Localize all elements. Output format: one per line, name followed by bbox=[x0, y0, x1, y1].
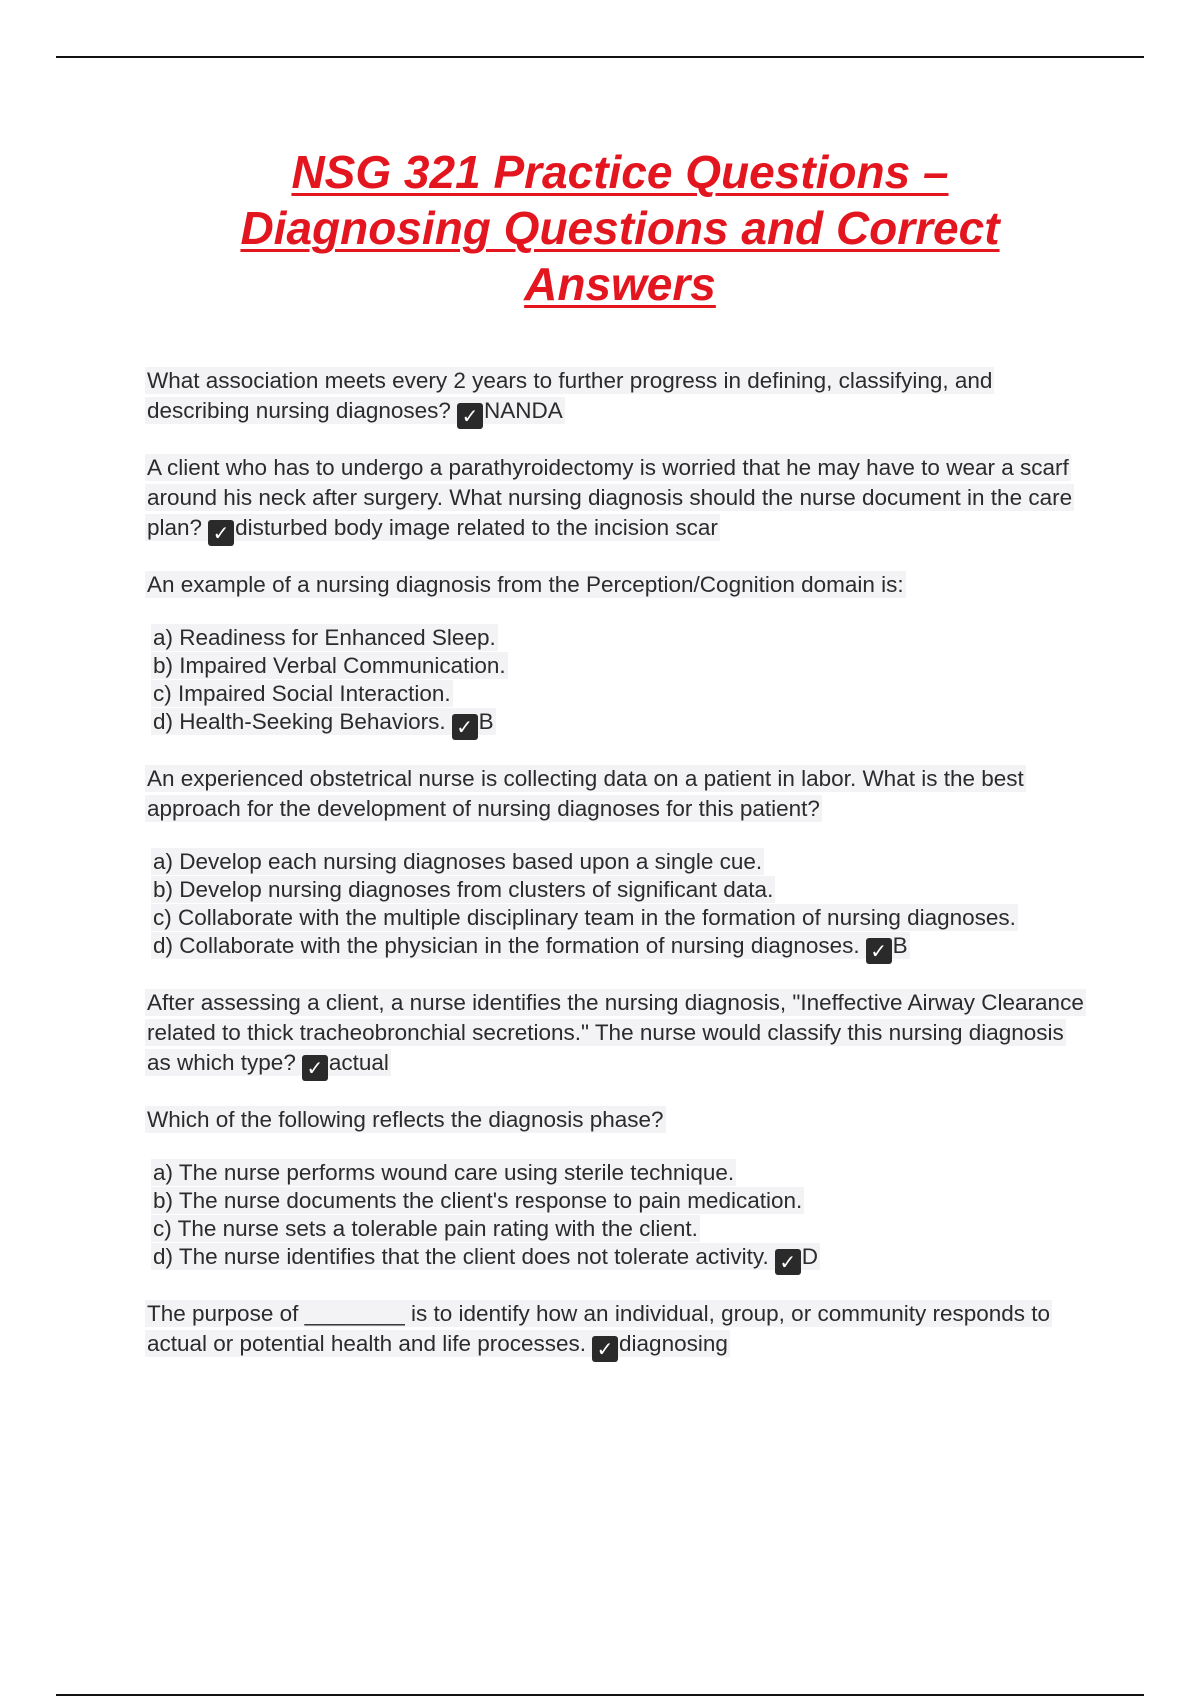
checkmark-icon: ✓ bbox=[866, 938, 892, 964]
option: c) The nurse sets a tolerable pain rating with the client. bbox=[153, 1216, 698, 1241]
question-6 bbox=[145, 1105, 1085, 1135]
question-5-stem: After assessing a client, a nurse identifies the nursing diagnosis, "Ineffective Airway Clearance related to thick tracheobronchial secretions." The nurse would classify this nursing diagnosis as which type? bbox=[147, 990, 1084, 1075]
option: b) The nurse documents the client's response to pain medication. bbox=[153, 1188, 803, 1213]
question-1 bbox=[145, 366, 1085, 429]
option: d) Collaborate with the physician in the formation of nursing diagnoses. bbox=[153, 933, 860, 958]
question-2 bbox=[145, 453, 1085, 546]
question-6-options bbox=[151, 1159, 1085, 1275]
checkmark-icon: ✓ bbox=[775, 1249, 801, 1275]
checkmark-icon: ✓ bbox=[592, 1336, 618, 1362]
question-5-answer: actual bbox=[328, 1050, 389, 1075]
question-6-answer: D bbox=[801, 1244, 819, 1269]
option: c) Collaborate with the multiple disciplinary team in the formation of nursing diagnoses. bbox=[153, 905, 1016, 930]
question-4 bbox=[145, 764, 1085, 824]
question-list bbox=[145, 366, 1085, 1386]
top-rule bbox=[56, 56, 1144, 58]
option: a) Develop each nursing diagnoses based upon a single cue. bbox=[153, 849, 763, 874]
option: b) Impaired Verbal Communication. bbox=[153, 653, 506, 678]
question-2-answer: disturbed body image related to the incision scar bbox=[235, 515, 718, 540]
checkmark-icon: ✓ bbox=[302, 1055, 328, 1081]
option: b) Develop nursing diagnoses from clusters of significant data. bbox=[153, 877, 774, 902]
question-3-stem: An example of a nursing diagnosis from the Perception/Cognition domain is: bbox=[147, 572, 904, 597]
question-4-answer: B bbox=[892, 933, 908, 958]
question-3 bbox=[145, 570, 1085, 600]
option: a) Readiness for Enhanced Sleep. bbox=[153, 625, 496, 650]
title-line-3: Answers bbox=[524, 258, 716, 310]
question-3-answer: B bbox=[478, 709, 494, 734]
title-line-1: NSG 321 Practice Questions – bbox=[291, 146, 949, 198]
question-3-options bbox=[151, 624, 1085, 740]
option: c) Impaired Social Interaction. bbox=[153, 681, 451, 706]
question-2-stem: A client who has to undergo a parathyroidectomy is worried that he may have to wear a scarf around his neck after surgery. What nursing diagnosis should the nurse document in the care plan? bbox=[147, 455, 1073, 540]
question-4-options bbox=[151, 848, 1085, 964]
question-6-stem: Which of the following reflects the diagnosis phase? bbox=[147, 1107, 664, 1132]
title-line-2: Diagnosing Questions and Correct bbox=[240, 202, 1000, 254]
checkmark-icon: ✓ bbox=[208, 520, 234, 546]
question-5 bbox=[145, 988, 1085, 1081]
document-title bbox=[150, 144, 1090, 312]
question-7-answer: diagnosing bbox=[619, 1331, 728, 1356]
option: d) Health-Seeking Behaviors. bbox=[153, 709, 446, 734]
bottom-rule bbox=[56, 1694, 1144, 1696]
checkmark-icon: ✓ bbox=[452, 714, 478, 740]
question-1-stem: What association meets every 2 years to further progress in defining, classifying, and describing nursing diagnoses? bbox=[147, 368, 993, 423]
checkmark-icon: ✓ bbox=[457, 403, 483, 429]
option: d) The nurse identifies that the client does not tolerate activity. bbox=[153, 1244, 769, 1269]
question-4-stem: An experienced obstetrical nurse is collecting data on a patient in labor. What is the best approach for the development of nursing diagnoses for this patient? bbox=[147, 766, 1024, 821]
question-1-answer: NANDA bbox=[483, 398, 563, 423]
question-7 bbox=[145, 1299, 1085, 1362]
question-7-stem: The purpose of ________ is to identify how an individual, group, or community responds to actual or potential health and life processes. bbox=[147, 1301, 1051, 1356]
option: a) The nurse performs wound care using sterile technique. bbox=[153, 1160, 735, 1185]
